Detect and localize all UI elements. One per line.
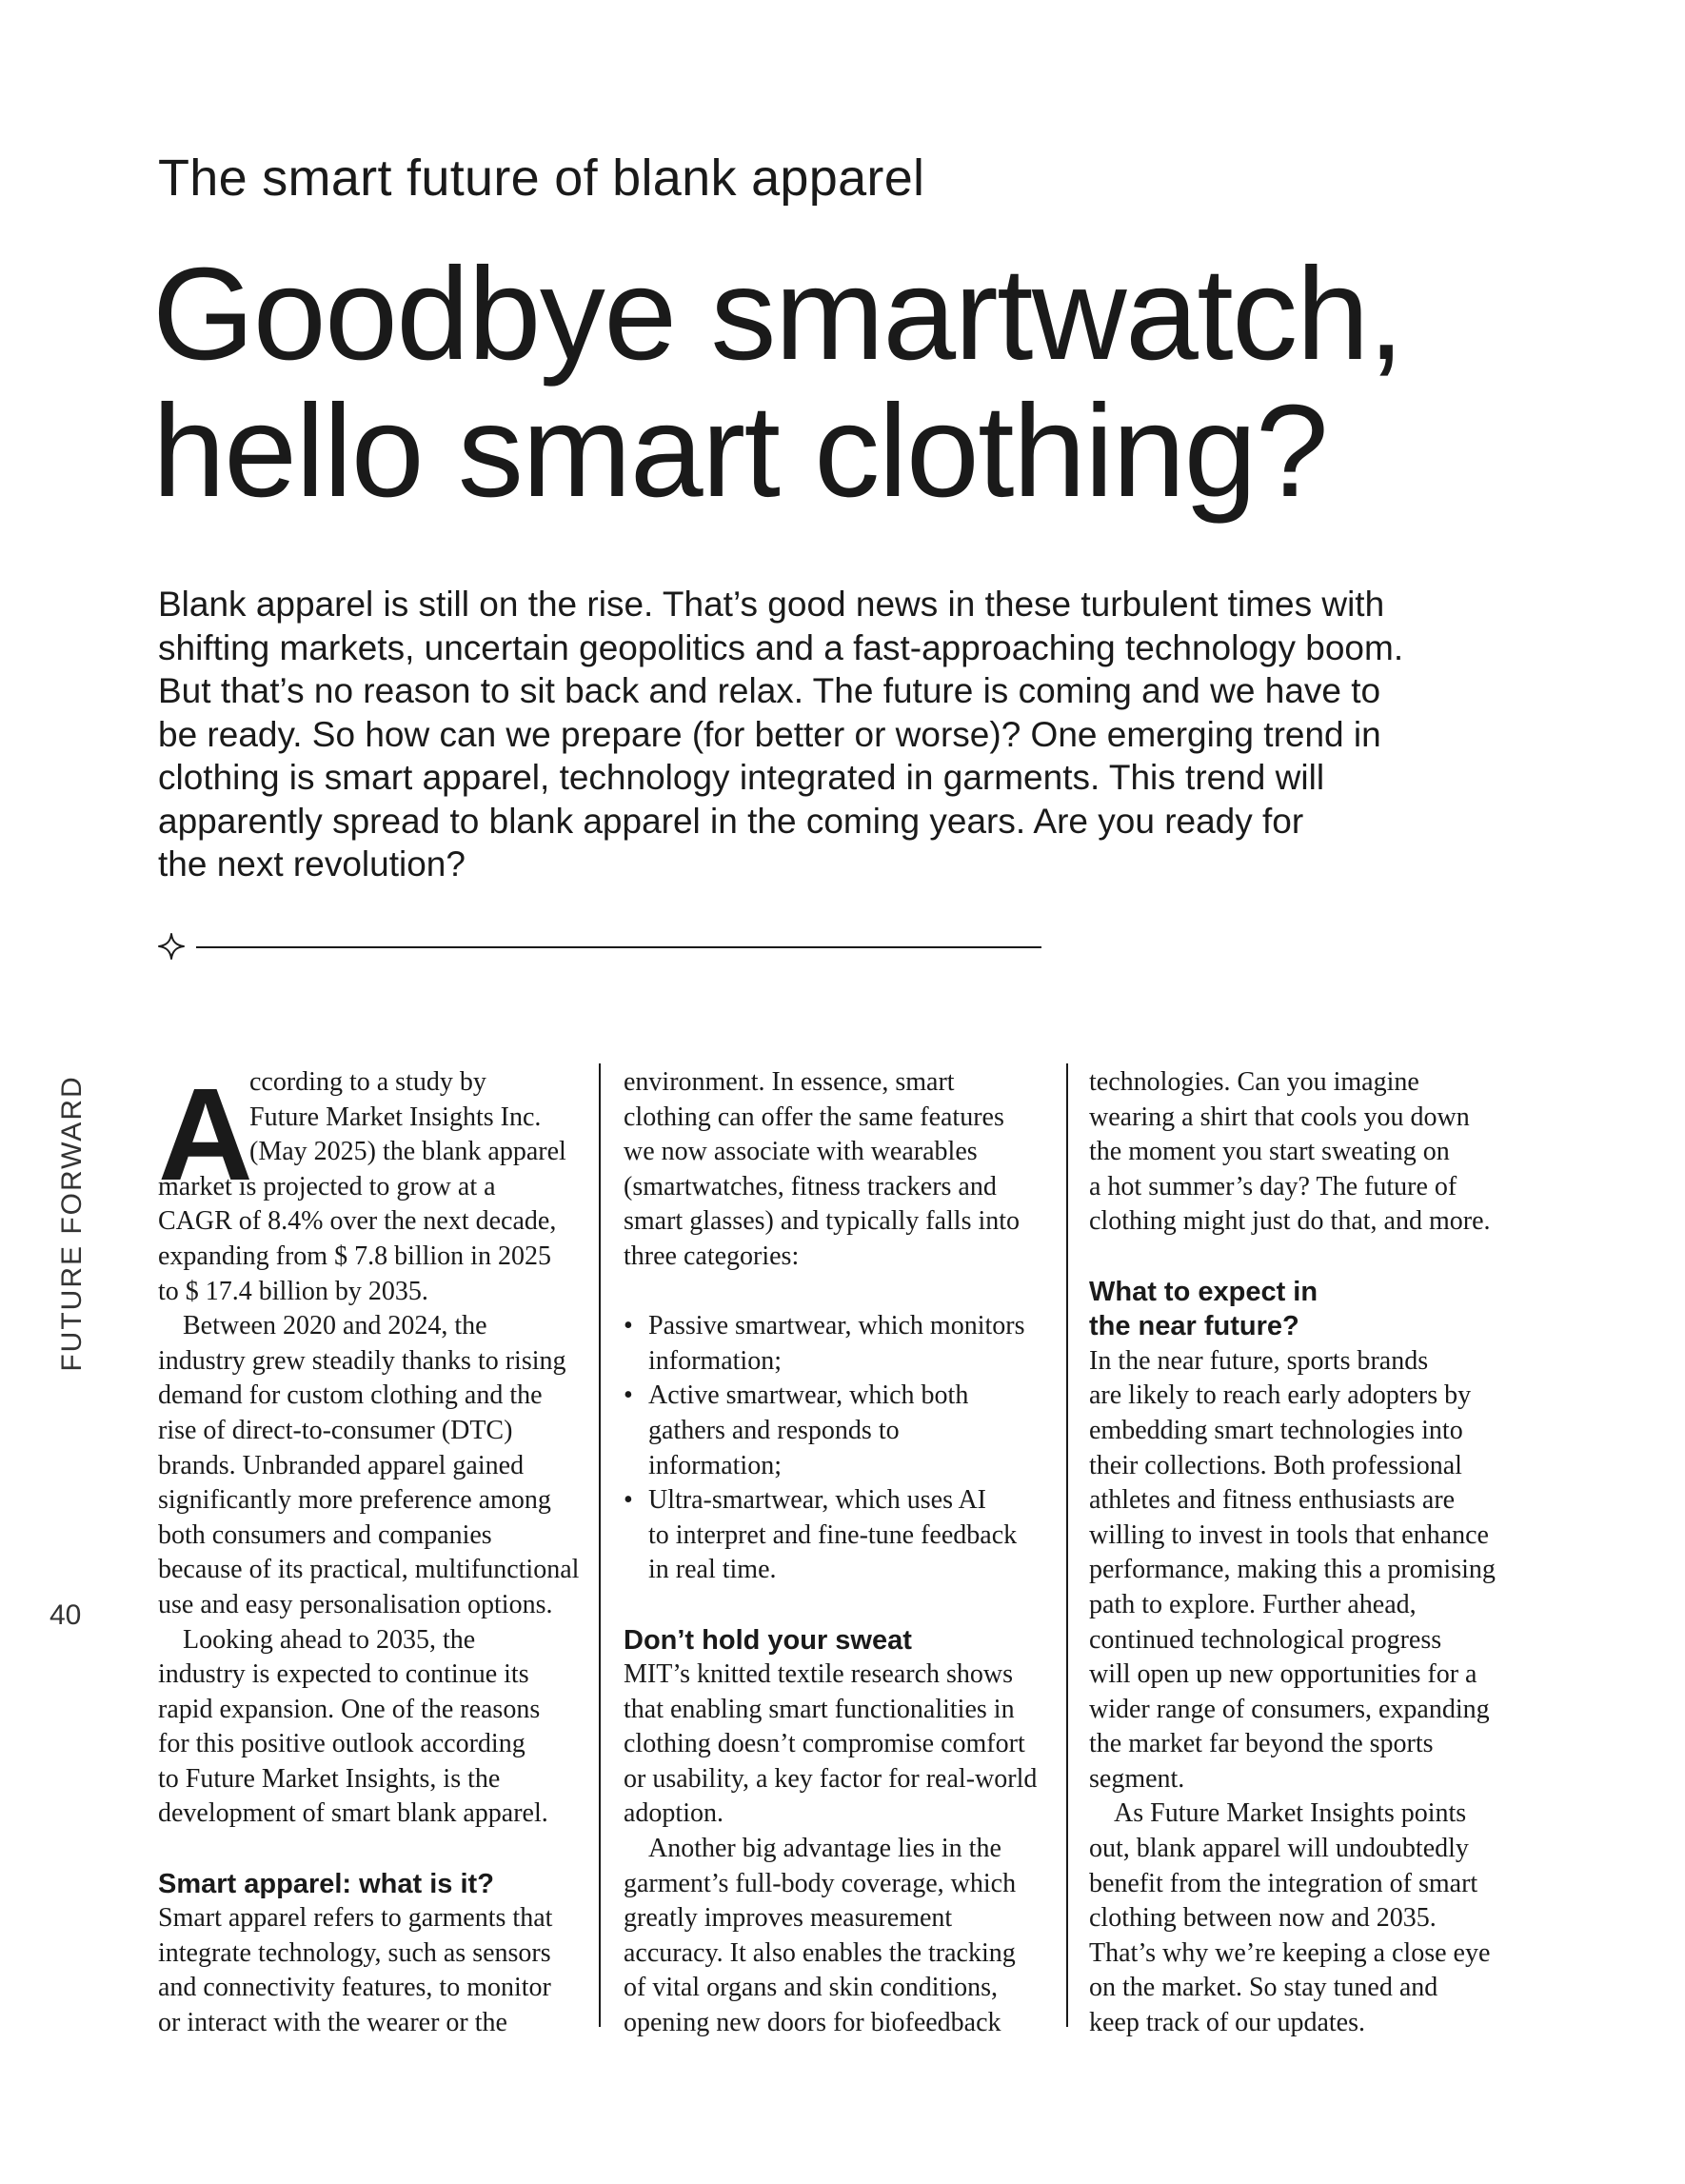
- section-heading: Smart apparel: what is it?: [158, 1868, 494, 1899]
- section-heading: [1089, 1275, 1527, 1344]
- text-line: are likely to reach early adopters by: [1089, 1380, 1472, 1411]
- text-line: industry grew steadily thanks to rising: [158, 1345, 566, 1376]
- text-line: rapid expansion. One of the reasons: [158, 1694, 541, 1724]
- text-line: both consumers and companies: [158, 1519, 492, 1550]
- article-column-2: [624, 1065, 1057, 2041]
- text-line: to interpret and fine-tune feedback: [648, 1519, 1018, 1550]
- section-heading: Don’t hold your sweat: [624, 1624, 912, 1656]
- horizontal-rule: [196, 946, 1041, 948]
- text-line: Another big advantage lies in the: [648, 1834, 1001, 1864]
- article-column-1: [158, 1062, 596, 2041]
- text-line: benefit from the integration of smart: [1089, 1868, 1478, 1898]
- text-line: their collections. Both professional: [1089, 1450, 1462, 1480]
- text-line: In the near future, sports brands: [1089, 1345, 1429, 1376]
- intro-line: But that’s no reason to sit back and relax. The future is coming and we have to: [158, 671, 1381, 710]
- article-column-3: [1089, 1065, 1527, 2041]
- intro-line: shifting markets, uncertain geopolitics and a fast-approaching technology boom.: [158, 627, 1404, 667]
- text-line: brands. Unbranded apparel gained: [158, 1450, 525, 1480]
- text-line: the market far beyond the sports: [1089, 1729, 1434, 1759]
- text-line: market is projected to grow at a: [158, 1171, 496, 1201]
- paragraph: [624, 1658, 1057, 1832]
- text-line: accuracy. It also enables the tracking: [624, 1937, 1016, 1968]
- text-line: integrate technology, such as sensors: [158, 1937, 551, 1968]
- text-line: That’s why we’re keeping a close eye: [1089, 1937, 1491, 1968]
- text-line: on the market. So stay tuned and: [1089, 1973, 1438, 2003]
- text-line: Smart apparel refers to garments that: [158, 1903, 553, 1934]
- separator: [156, 931, 1041, 969]
- list-item: [624, 1309, 1057, 1379]
- paragraph: [158, 1623, 596, 1833]
- text-line: use and easy personalisation options.: [158, 1589, 553, 1619]
- intro-line: be ready. So how can we prepare (for better or worse)? One emerging trend in: [158, 714, 1381, 754]
- text-line: clothing might just do that, and more.: [1089, 1206, 1491, 1237]
- text-line: because of its practical, multifunctional: [158, 1555, 580, 1585]
- text-line: the moment you start sweating on: [1089, 1137, 1450, 1167]
- bullet-icon: •: [624, 1380, 633, 1411]
- text-line: or interact with the wearer or the: [158, 2008, 507, 2038]
- text-line: (May 2025) the blank apparel: [249, 1137, 566, 1167]
- text-line: to $ 17.4 billion by 2035.: [158, 1276, 428, 1306]
- text-line: information;: [648, 1345, 782, 1376]
- heading-line: the near future?: [1089, 1311, 1299, 1342]
- paragraph: [1089, 1344, 1527, 1797]
- list-item: [624, 1483, 1057, 1588]
- paragraph: [1089, 1797, 1527, 2040]
- paragraph: [624, 1832, 1057, 2041]
- text-line: embedding smart technologies into: [1089, 1415, 1463, 1445]
- text-line: greatly improves measurement: [624, 1903, 953, 1934]
- text-line: of vital organs and skin conditions,: [624, 1973, 998, 2003]
- text-line: smart glasses) and typically falls into: [624, 1206, 1021, 1237]
- bullet-list: [624, 1309, 1057, 1588]
- drop-cap: A: [158, 1062, 253, 1208]
- text-line: keep track of our updates.: [1089, 2008, 1365, 2038]
- text-line: a hot summer’s day? The future of: [1089, 1171, 1457, 1201]
- text-line: As Future Market Insights points: [1114, 1798, 1467, 1829]
- page-number: 40: [50, 1599, 82, 1631]
- text-line: demand for custom clothing and the: [158, 1380, 543, 1411]
- text-line: clothing doesn’t compromise comfort: [624, 1729, 1025, 1759]
- text-line: or usability, a key factor for real-world: [624, 1763, 1038, 1794]
- text-line: athletes and fitness enthusiasts are: [1089, 1485, 1456, 1516]
- intro-line: Blank apparel is still on the rise. That’s good news in these turbulent times with: [158, 585, 1385, 624]
- text-line: will open up new opportunities for a: [1089, 1659, 1477, 1690]
- paragraph: [624, 1065, 1057, 1275]
- text-line: CAGR of 8.4% over the next decade,: [158, 1206, 557, 1237]
- text-line: that enabling smart functionalities in: [624, 1694, 1015, 1724]
- headline-line: hello smart clothing?: [152, 378, 1328, 525]
- text-line: willing to invest in tools that enhance: [1089, 1519, 1489, 1550]
- text-line: and connectivity features, to monitor: [158, 1973, 551, 2003]
- text-line: MIT’s knitted textile research shows: [624, 1659, 1014, 1690]
- text-line: development of smart blank apparel.: [158, 1798, 548, 1829]
- text-line: Active smartwear, which both: [648, 1380, 969, 1411]
- headline: [152, 241, 1580, 525]
- text-line: three categories:: [624, 1241, 800, 1271]
- paragraph: [1089, 1065, 1527, 1240]
- intro-line: apparently spread to blank apparel in the coming years. Are you ready for: [158, 801, 1304, 841]
- paragraph: [158, 1309, 596, 1622]
- text-line: Looking ahead to 2035, the: [183, 1624, 476, 1655]
- text-line: out, blank apparel will undoubtedly: [1089, 1834, 1469, 1864]
- text-line: Future Market Insights Inc.: [249, 1102, 542, 1132]
- text-line: rise of direct-to-consumer (DTC): [158, 1415, 513, 1445]
- text-line: (smartwatches, fitness trackers and: [624, 1171, 997, 1201]
- text-line: ccording to a study by: [249, 1067, 486, 1097]
- text-line: expanding from $ 7.8 billion in 2025: [158, 1241, 551, 1271]
- text-line: path to explore. Further ahead,: [1089, 1589, 1417, 1619]
- heading-line: What to expect in: [1089, 1276, 1318, 1307]
- text-line: wearing a shirt that cools you down: [1089, 1102, 1470, 1132]
- intro-paragraph: [158, 583, 1548, 886]
- text-line: continued technological progress: [1089, 1624, 1442, 1655]
- text-line: Passive smartwear, which monitors: [648, 1311, 1025, 1341]
- text-line: in real time.: [648, 1555, 777, 1585]
- text-line: industry is expected to continue its: [158, 1659, 529, 1690]
- section-label: FUTURE FORWARD: [56, 1075, 88, 1372]
- text-line: for this positive outlook according: [158, 1729, 525, 1759]
- text-line: adoption.: [624, 1798, 724, 1829]
- bullet-icon: •: [624, 1485, 633, 1516]
- text-line: environment. In essence, smart: [624, 1067, 955, 1097]
- paragraph: [158, 1901, 596, 2040]
- intro-line: the next revolution?: [158, 844, 466, 884]
- lead-paragraph: [158, 1062, 596, 1309]
- text-line: opening new doors for biofeedback: [624, 2008, 1001, 2038]
- kicker: The smart future of blank apparel: [158, 149, 925, 207]
- list-item: [624, 1379, 1057, 1483]
- column-divider: [599, 1063, 601, 2027]
- text-line: segment.: [1089, 1763, 1185, 1794]
- intro-line: clothing is smart apparel, technology integrated in garments. This trend will: [158, 758, 1325, 797]
- text-line: Ultra-smartwear, which uses AI: [648, 1485, 986, 1516]
- text-line: garment’s full-body coverage, which: [624, 1868, 1017, 1898]
- text-line: gathers and responds to: [648, 1415, 900, 1445]
- text-line: Between 2020 and 2024, the: [183, 1311, 487, 1341]
- text-line: wider range of consumers, expanding: [1089, 1694, 1490, 1724]
- text-line: significantly more preference among: [158, 1485, 551, 1516]
- text-line: information;: [648, 1450, 782, 1480]
- text-line: to Future Market Insights, is the: [158, 1763, 501, 1794]
- column-divider: [1066, 1063, 1068, 2027]
- text-line: technologies. Can you imagine: [1089, 1067, 1419, 1097]
- sparkle-icon: [156, 931, 187, 962]
- bullet-icon: •: [624, 1311, 633, 1341]
- text-line: clothing between now and 2035.: [1089, 1903, 1437, 1934]
- text-line: clothing can offer the same features: [624, 1102, 1004, 1132]
- text-line: performance, making this a promising: [1089, 1555, 1496, 1585]
- text-line: we now associate with wearables: [624, 1137, 978, 1167]
- headline-line: Goodbye smartwatch,: [152, 241, 1403, 387]
